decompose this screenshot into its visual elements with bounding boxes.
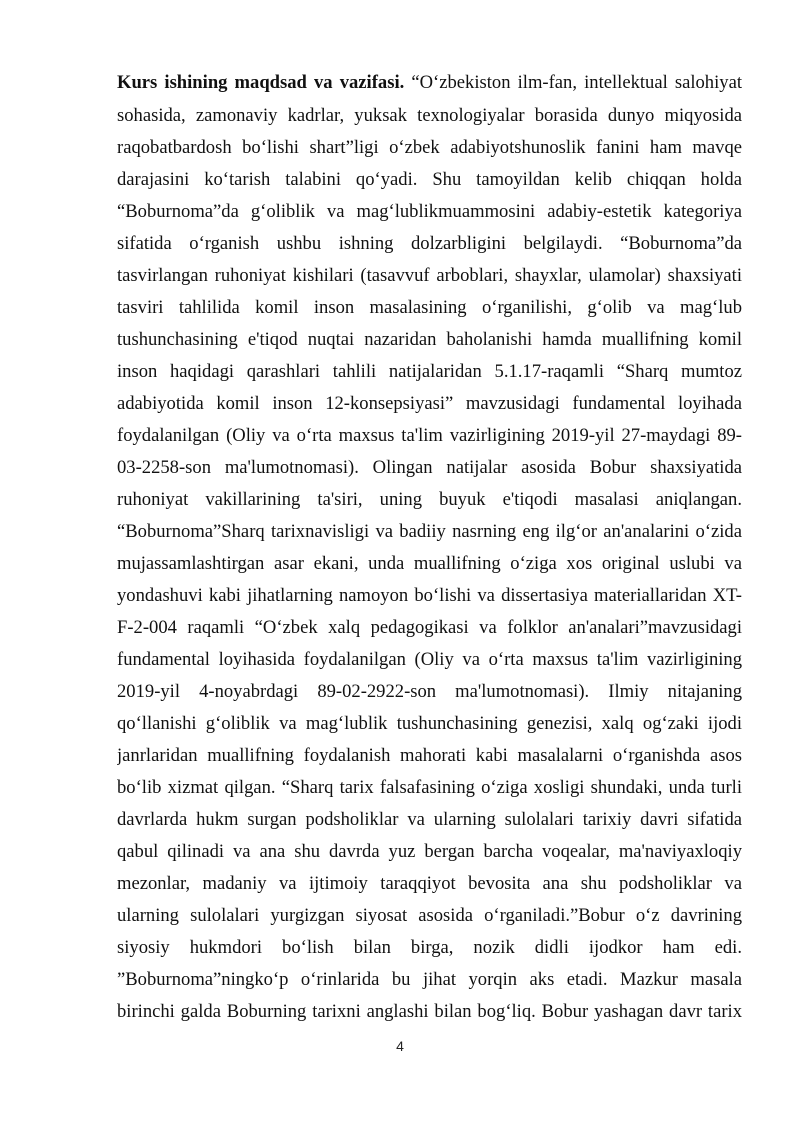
text-line-23: bo‘lib xizmat qilgan. “Sharq tarix falsafasining o‘ziga xosligi shundaki, unda turli	[117, 777, 742, 798]
text-line-10: inson haqidagi qarashlari tahlili natijalaridan 5.1.17-raqamli “Sharq mumtoz	[117, 361, 742, 382]
text-line-24: davrlarda hukm surgan podsholiklar va ularning sulolalari tarixiy davri sifatida	[117, 809, 742, 830]
text-line-8: tasviri tahlilida komil inson masalasining o‘rganilishi, g‘olib va mag‘lub	[117, 297, 742, 318]
text-line-11: adabiyotida komil inson 12-konsepsiyasi” mavzusidagi fundamental loyihada	[117, 393, 742, 414]
text-line-26: mezonlar, madaniy va ijtimoiy taraqqiyot bevosita ana shu podsholiklar va	[117, 873, 742, 894]
page-number: 4	[396, 1038, 404, 1054]
text-line-20: 2019-yil 4-noyabrdagi 89-02-2922-son ma'lumotnomasi). Ilmiy nitajaning	[117, 681, 742, 702]
text-line-3: raqobatbardosh bo‘lishi shart”ligi o‘zbek adabiyotshunoslik fanini ham mavqe	[117, 137, 742, 158]
text-line-25: qabul qilinadi va ana shu davrda yuz bergan barcha voqealar, ma'naviyaxloqiy	[117, 841, 742, 862]
text-line-2: sohasida, zamonaviy kadrlar, yuksak texnologiyalar borasida dunyo miqyosida	[117, 105, 742, 126]
text-line-16: mujassamlashtirgan asar ekani, unda muallifning o‘ziga xos original uslubi va	[117, 553, 742, 574]
text-line-21: qo‘llanishi g‘oliblik va mag‘lublik tushunchasining genezisi, xalq og‘zaki ijodi	[117, 713, 742, 734]
text-line-5: “Boburnoma”da g‘oliblik va mag‘lublikmuammosini adabiy-estetik kategoriya	[117, 201, 742, 222]
text-line-15: “Boburnoma”Sharq tarixnavisligi va badiiy nasrning eng ilg‘or an'analarini o‘zida	[117, 521, 742, 542]
text-line-18: F-2-004 raqamli “O‘zbek xalq pedagogikasi va folklor an'analari”mavzusidagi	[117, 617, 742, 638]
text-line-4: darajasini ko‘tarish talabini qo‘yadi. Shu tamoyildan kelib chiqqan holda	[117, 169, 742, 190]
text-line-30: birinchi galda Boburning tarixni anglashi bilan bog‘liq. Bobur yashagan davr tarix	[117, 1001, 742, 1022]
section-heading: Kurs ishining maqdsad va vazifasi.	[117, 72, 405, 93]
text-line-12: foydalanilgan (Oliy va o‘rta maxsus ta'lim vazirligining 2019-yil 27-maydagi 89-	[117, 425, 742, 446]
text-line-14: ruhoniyat vakillarining ta'siri, uning buyuk e'tiqodi masalasi aniqlangan.	[117, 489, 742, 510]
text-line-content: “O‘zbekiston ilm-fan, intellektual salohiyat	[411, 72, 742, 93]
text-line-27: ularning sulolalari yurgizgan siyosat asosida o‘rganiladi.”Bobur o‘z davrining	[117, 905, 742, 926]
text-line-28: siyosiy hukmdori bo‘lish bilan birga, nozik didli ijodkor ham edi.	[117, 937, 742, 958]
text-line-9: tushunchasining e'tiqod nuqtai nazaridan baholanishi hamda muallifning komil	[117, 329, 742, 350]
text-line-22: janrlaridan muallifning foydalanish mahorati kabi masalalarni o‘rganishda asos	[117, 745, 742, 766]
text-line-7: tasvirlangan ruhoniyat kishilari (tasavvuf arboblari, shayxlar, ulamolar) shaxsiyati	[117, 265, 742, 286]
text-line-1	[117, 71, 742, 95]
text-line-6: sifatida o‘rganish ushbu ishning dolzarbligini belgilaydi. “Boburnoma”da	[117, 233, 742, 254]
text-line-29: ”Boburnoma”ningko‘p o‘rinlarida bu jihat yorqin aks etadi. Mazkur masala	[117, 969, 742, 990]
text-line-17: yondashuvi kabi jihatlarning namoyon bo‘lishi va dissertasiya materiallaridan XT-	[117, 585, 742, 606]
text-line-13: 03-2258-son ma'lumotnomasi). Olingan natijalar asosida Bobur shaxsiyatida	[117, 457, 742, 478]
text-line-19: fundamental loyihasida foydalanilgan (Oliy va o‘rta maxsus ta'lim vazirligining	[117, 649, 742, 670]
